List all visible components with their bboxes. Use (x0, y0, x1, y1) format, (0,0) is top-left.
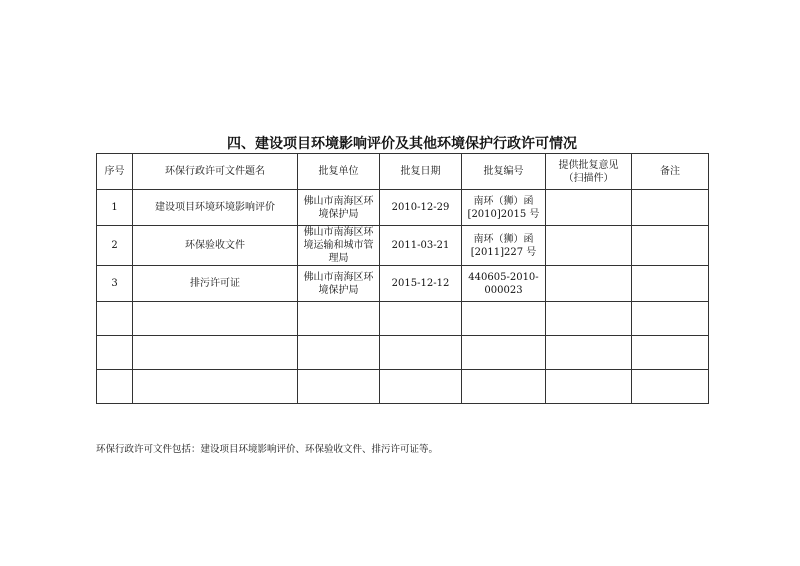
empty-row (97, 336, 709, 370)
cell-approval-code: 南环（狮）函[2011]227 号 (462, 226, 546, 266)
header-scan: 提供批复意见 （扫描件） (546, 154, 632, 190)
header-approval-code: 批复编号 (462, 154, 546, 190)
table-header-row (97, 154, 709, 190)
footnote: 环保行政许可文件包括：建设项目环境影响评价、环保验收文件、排污许可证等。 (96, 444, 439, 455)
cell-document-title: 建设项目环境环境影响评价 (133, 190, 298, 226)
cell-approval-unit: 佛山市南海区环境保护局 (298, 266, 380, 302)
cell-document-title: 排污许可证 (133, 266, 298, 302)
cell-approval-unit: 佛山市南海区环境运输和城市管理局 (298, 226, 380, 266)
cell-approval-code: 440605-2010-000023 (462, 266, 546, 302)
empty-row (97, 370, 709, 404)
empty-row (97, 302, 709, 336)
cell-no: 1 (97, 190, 133, 226)
cell-approval-date: 2010-12-29 (380, 190, 462, 226)
cell-no: 3 (97, 266, 133, 302)
table-row (97, 190, 709, 226)
cell-approval-code: 南环（狮）函[2010]2015 号 (462, 190, 546, 226)
header-note: 备注 (632, 154, 709, 190)
cell-note (632, 226, 709, 266)
header-approval-unit: 批复单位 (298, 154, 380, 190)
cell-scan (546, 266, 632, 302)
cell-scan (546, 226, 632, 266)
cell-document-title: 环保验收文件 (133, 226, 298, 266)
header-no: 序号 (97, 154, 133, 190)
cell-approval-date: 2015-12-12 (380, 266, 462, 302)
permit-table (96, 153, 709, 404)
cell-note (632, 266, 709, 302)
cell-note (632, 190, 709, 226)
cell-no: 2 (97, 226, 133, 266)
table-row (97, 266, 709, 302)
cell-scan (546, 190, 632, 226)
header-document-title: 环保行政许可文件题名 (133, 154, 298, 190)
header-approval-date: 批复日期 (380, 154, 462, 190)
page-title: 四、建设项目环境影响评价及其他环境保护行政许可情况 (227, 136, 577, 152)
table-row (97, 226, 709, 266)
cell-approval-date: 2011-03-21 (380, 226, 462, 266)
cell-approval-unit: 佛山市南海区环境保护局 (298, 190, 380, 226)
